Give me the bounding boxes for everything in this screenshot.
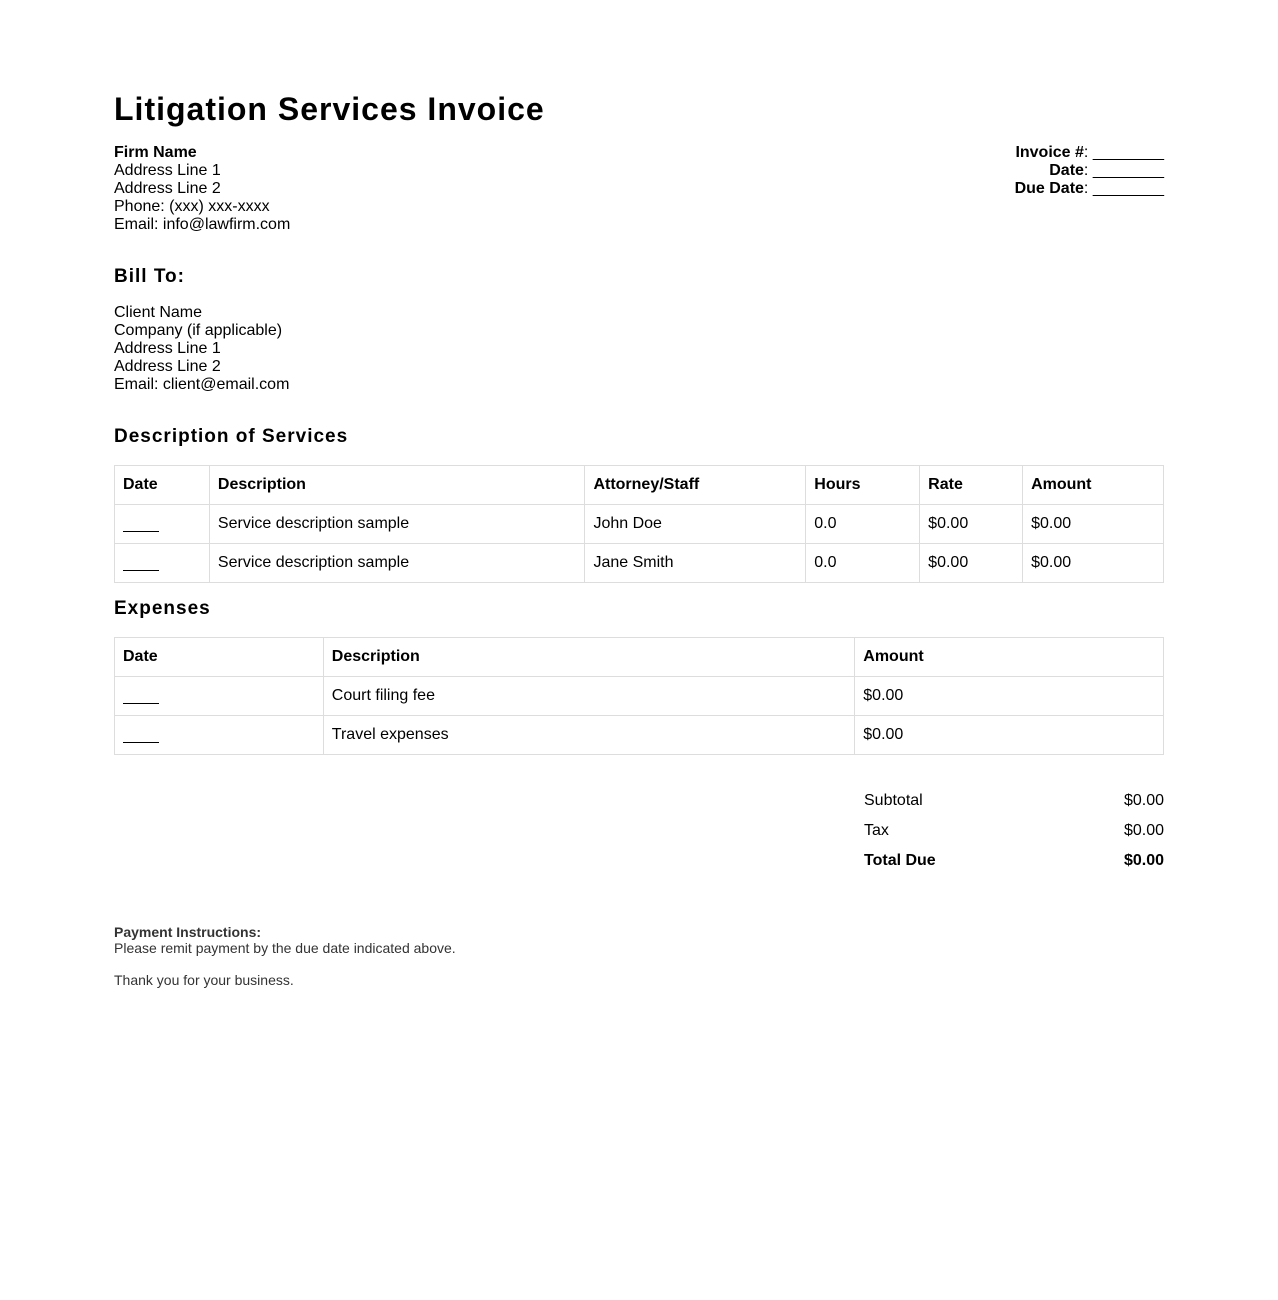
staff-cell: Jane Smith — [585, 544, 806, 583]
staff-cell: John Doe — [585, 505, 806, 544]
table-header-row — [115, 466, 1164, 505]
column-header: Hours — [806, 466, 920, 505]
date-blank — [123, 517, 159, 532]
table-row — [115, 716, 1164, 755]
description-cell: Court filing fee — [323, 677, 854, 716]
subtotal-label: Subtotal — [864, 792, 923, 809]
amount-cell: $0.00 — [855, 677, 1164, 716]
firm-info — [114, 144, 290, 234]
date-cell — [115, 505, 210, 544]
column-header: Rate — [920, 466, 1023, 505]
hours-cell: 0.0 — [806, 544, 920, 583]
date-cell — [115, 716, 324, 755]
date-blank — [123, 689, 159, 704]
client-address-2: Address Line 2 — [114, 358, 221, 375]
invoice-number-label: Invoice # — [1015, 144, 1084, 161]
subtotal-row — [864, 786, 1164, 816]
invoice-title: Litigation Services Invoice — [114, 91, 545, 127]
description-cell: Service description sample — [209, 505, 585, 544]
amount-cell: $0.00 — [1023, 505, 1164, 544]
firm-name: Firm Name — [114, 144, 197, 161]
column-header: Description — [209, 466, 585, 505]
expenses-heading: Expenses — [114, 598, 211, 619]
client-info — [114, 304, 289, 394]
tax-row — [864, 816, 1164, 846]
due-date-label: Due Date — [1014, 180, 1084, 197]
footer — [114, 924, 456, 988]
column-header: Amount — [855, 638, 1164, 677]
invoice-meta — [1015, 144, 1164, 198]
totals-block — [864, 786, 1164, 876]
tax-label: Tax — [864, 822, 889, 839]
date-blank — [123, 728, 159, 743]
payment-instructions-heading: Payment Instructions: — [114, 924, 262, 940]
column-header: Date — [115, 638, 324, 677]
description-cell: Travel expenses — [323, 716, 854, 755]
bill-to-heading: Bill To: — [114, 266, 185, 287]
payment-instructions-text: Please remit payment by the due date indicated above. — [114, 940, 456, 956]
due-date-row: Due Date: ________ — [1014, 180, 1164, 197]
column-header: Attorney/Staff — [585, 466, 806, 505]
firm-address-2: Address Line 2 — [114, 180, 221, 197]
table-row — [115, 544, 1164, 583]
expenses-table — [114, 637, 1164, 755]
date-cell — [115, 677, 324, 716]
services-heading: Description of Services — [114, 426, 349, 447]
invoice-number-row: Invoice #: ________ — [1015, 144, 1164, 161]
invoice-date-value: ________ — [1092, 162, 1164, 179]
thank-you-text: Thank you for your business. — [114, 972, 294, 988]
amount-cell: $0.00 — [855, 716, 1164, 755]
total-due-row — [864, 846, 1164, 876]
table-header-row — [115, 638, 1164, 677]
rate-cell: $0.00 — [920, 505, 1023, 544]
rate-cell: $0.00 — [920, 544, 1023, 583]
due-date-value: ________ — [1092, 180, 1164, 197]
invoice-date-label: Date — [1049, 162, 1084, 179]
amount-cell: $0.00 — [1023, 544, 1164, 583]
firm-phone: Phone: (xxx) xxx-xxxx — [114, 198, 270, 215]
description-cell: Service description sample — [209, 544, 585, 583]
client-email: Email: client@email.com — [114, 376, 290, 393]
firm-address-1: Address Line 1 — [114, 162, 221, 179]
total-due-value: $0.00 — [1123, 852, 1164, 869]
invoice-number-value: ________ — [1092, 144, 1164, 161]
hours-cell: 0.0 — [806, 505, 920, 544]
firm-email: Email: info@lawfirm.com — [114, 216, 291, 233]
column-header: Date — [115, 466, 210, 505]
date-blank — [123, 556, 159, 571]
client-address-1: Address Line 1 — [114, 340, 221, 357]
date-cell — [115, 544, 210, 583]
tax-value: $0.00 — [1123, 822, 1164, 839]
total-due-label: Total Due — [864, 852, 936, 869]
subtotal-value: $0.00 — [1123, 792, 1164, 809]
column-header: Amount — [1023, 466, 1164, 505]
table-row — [115, 677, 1164, 716]
column-header: Description — [323, 638, 854, 677]
invoice-date-row: Date: ________ — [1049, 162, 1164, 179]
client-name: Client Name — [114, 304, 203, 321]
table-row — [115, 505, 1164, 544]
services-table — [114, 465, 1164, 583]
client-company: Company (if applicable) — [114, 322, 283, 339]
